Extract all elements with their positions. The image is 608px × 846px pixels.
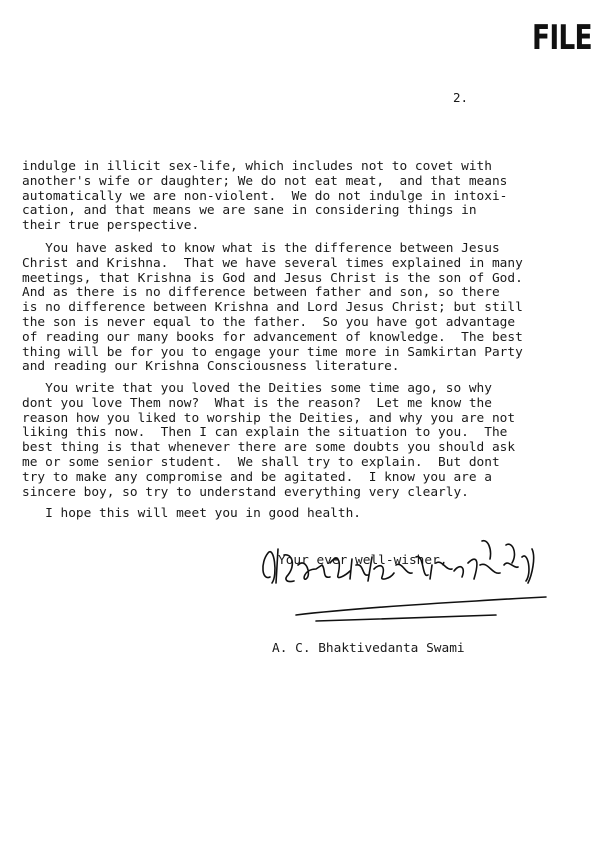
closing-text: Your ever well-wisher, [278,553,448,568]
letter-paragraph: You write that you loved the Deities some time ago, so why dont you love Them now? What is the reason? Let me know the reason how you liked to worship the Deities, and why you are not liking this now. Then I can explain the situation to you. The best thing is that whenever there are some doubts you should ask me or some senior student. We shall try to explain. But dont try to make any compromise and be agitated. I know you are a sincere boy, so try to understand everything very clearly. [22,381,516,500]
signature-name: A. C. Bhaktivedanta Swami [272,641,465,656]
letter-paragraph: indulge in illicit sex-life, which includes not to covet with another's wife or daughter; We do not eat meat, and that means automatically we are non-violent. We do not indulge in intoxi- cation, and that means we are sane in considering things in their true perspective. [22,159,508,234]
handwritten-signature [256,535,556,635]
letter-paragraph: I hope this will meet you in good health. [22,506,361,521]
page-number: 2. [453,90,469,105]
file-stamp: FILE [532,18,592,58]
letter-paragraph: You have asked to know what is the difference between Jesus Christ and Krishna. That we have several times explained in many meetings, that Krishna is God and Jesus Christ is the son of God. And as there is no difference between father and son, so there is no difference between Krishna and Lord Jesus Christ; but still the son is never equal to the father. So you have got advantage of reading our many books for advancement of knowledge. The best thing will be for you to engage your time more in Samkirtan Party and reading our Krishna Consciousness literature. [22,241,523,375]
signature-block [256,535,556,635]
